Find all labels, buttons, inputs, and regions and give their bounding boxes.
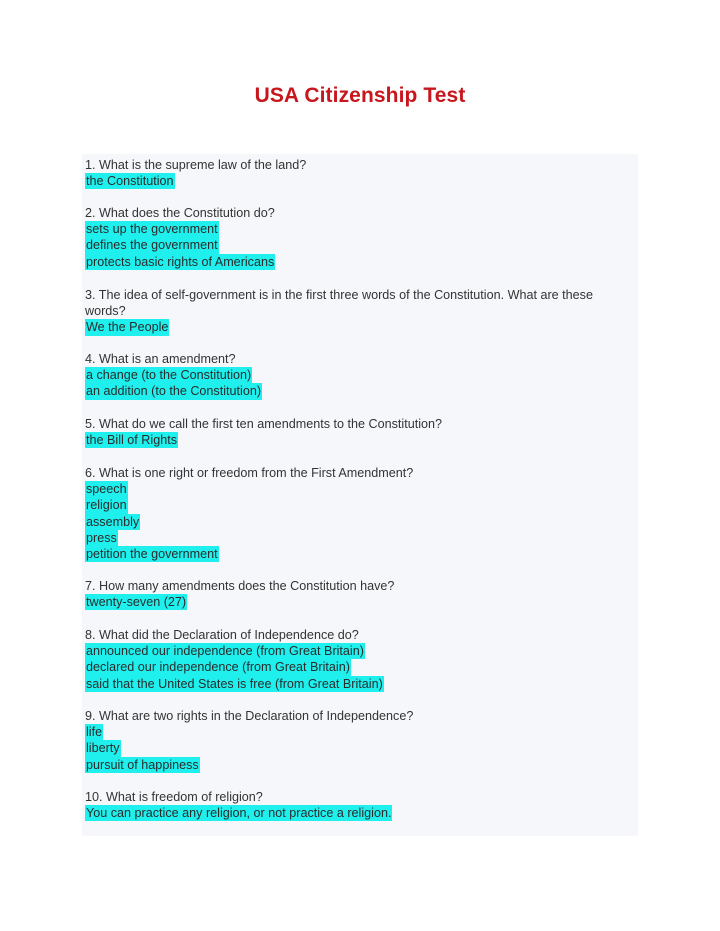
qa-item-9: [85, 708, 625, 773]
answer-highlight: an addition (to the Constitution): [86, 384, 262, 399]
answer-highlight: defines the government: [86, 238, 218, 253]
answer-highlight: announced our independence (from Great Britain): [86, 644, 364, 659]
answer-highlight: assembly: [86, 514, 140, 529]
question-text: 2. What does the Constitution do?: [85, 206, 275, 220]
answer-highlight: the Bill of Rights: [86, 433, 177, 448]
answer-highlight: twenty-seven (27): [86, 595, 187, 610]
qa-item-5: [85, 416, 625, 448]
answer-highlight: press: [86, 530, 117, 545]
answer-highlight: said that the United States is free (from Great Britain): [86, 676, 383, 691]
qa-item-6: [85, 465, 625, 562]
question-text: 9. What are two rights in the Declaration of Independence?: [85, 709, 414, 723]
answer-highlight: liberty: [86, 741, 120, 756]
question-text: 10. What is freedom of religion?: [85, 790, 263, 804]
answer-highlight: sets up the government: [86, 222, 218, 237]
page-title: USA Citizenship Test: [254, 84, 466, 107]
answer-highlight: declared our independence (from Great Britain): [86, 660, 350, 675]
answer-highlight: speech: [86, 482, 127, 497]
answer-highlight: We the People: [86, 320, 169, 335]
question-text: 7. How many amendments does the Constitution have?: [85, 579, 395, 593]
answer-highlight: the Constitution: [86, 174, 174, 189]
question-text: 6. What is one right or freedom from the First Amendment?: [85, 466, 414, 480]
qa-item-2: [85, 205, 625, 270]
qa-item-1: [85, 157, 625, 189]
qa-item-3: [85, 287, 625, 336]
answer-highlight: religion: [86, 498, 127, 513]
question-text: 5. What do we call the first ten amendments to the Constitution?: [85, 417, 443, 431]
qa-item-7: [85, 578, 625, 610]
answer-highlight: protects basic rights of Americans: [86, 254, 275, 269]
answer-highlight: life: [86, 725, 103, 740]
question-text: 3. The idea of self-government is in the first three words of the Constitution. What are these words?: [85, 288, 593, 319]
qa-item-10: [85, 789, 625, 821]
question-text: 1. What is the supreme law of the land?: [85, 158, 307, 172]
question-text: 8. What did the Declaration of Independence do?: [85, 628, 359, 642]
question-text: 4. What is an amendment?: [85, 352, 236, 366]
answer-highlight: a change (to the Constitution): [86, 368, 252, 383]
qa-item-8: [85, 627, 625, 692]
answer-highlight: petition the government: [86, 546, 218, 561]
answer-highlight: You can practice any religion, or not practice a religion.: [86, 806, 392, 821]
qa-item-4: [85, 351, 625, 400]
answer-highlight: pursuit of happiness: [86, 757, 199, 772]
